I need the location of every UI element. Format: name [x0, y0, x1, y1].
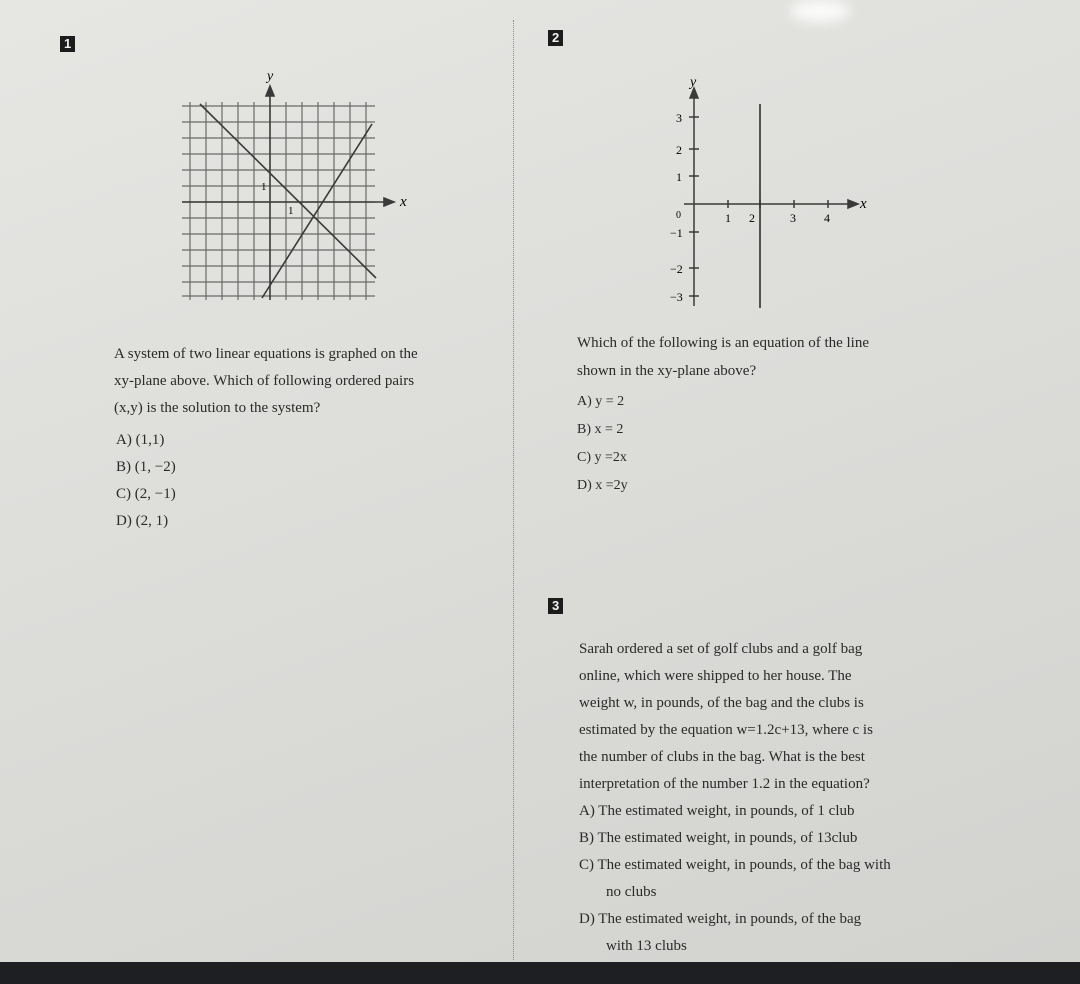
q3-choice-b[interactable]: B) The estimated weight, in pounds, of 13club: [579, 830, 858, 846]
q1-stem-line: xy-plane above. Which of following ordered pairs: [114, 373, 415, 389]
question-1-number: 1: [60, 36, 75, 52]
q2-x-axis-label: x: [860, 196, 867, 212]
screen-bottom-bezel: [0, 962, 1080, 984]
q3-choice-d-continued: with 13 clubs: [606, 938, 687, 954]
q2-choice-b[interactable]: B) x = 2: [577, 422, 624, 437]
q2-y-tick-label: 2: [676, 143, 682, 157]
q2-stem-line: Which of the following is an equation of the line: [577, 335, 870, 351]
q1-stem-line: (x,y) is the solution to the system?: [114, 400, 321, 416]
q2-y-tick-label: 1: [676, 170, 682, 184]
q2-y-tick-label: 3: [676, 111, 682, 125]
q2-y-tick-label: −3: [670, 290, 683, 304]
q3-stem-line: Sarah ordered a set of golf clubs and a golf bag: [579, 641, 863, 657]
question-3-choices: [579, 798, 891, 960]
q3-stem-line: the number of clubs in the bag. What is the best: [579, 749, 865, 765]
q1-y-tick: 1: [261, 181, 267, 193]
question-2-stem: [577, 329, 869, 385]
q2-choice-a[interactable]: A) y = 2: [577, 394, 625, 409]
question-1-graph: [170, 62, 420, 307]
question-2-number: 2: [548, 30, 563, 46]
q2-stem-line: shown in the xy-plane above?: [577, 363, 757, 379]
column-divider: [513, 20, 514, 960]
q3-stem-line: online, which were shipped to her house. The: [579, 668, 852, 684]
question-1-stem: [114, 341, 418, 422]
q3-stem-line: estimated by the equation w=1.2c+13, where c is: [579, 722, 873, 738]
q2-choice-d[interactable]: D) x =2y: [577, 478, 628, 493]
q1-choice-d[interactable]: D) (2, 1): [116, 513, 169, 529]
q2-x-tick-label: 1: [725, 211, 731, 225]
q1-choice-a[interactable]: A) (1,1): [116, 432, 165, 448]
q3-choice-d[interactable]: D) The estimated weight, in pounds, of the bag: [579, 911, 862, 927]
q1-x-axis-label: x: [400, 194, 407, 210]
screen-glare: [790, 0, 850, 22]
q2-y-tick-label: −2: [670, 262, 683, 276]
q3-choice-a[interactable]: A) The estimated weight, in pounds, of 1 club: [579, 803, 855, 819]
question-2-choices: [577, 388, 628, 500]
q1-choice-b[interactable]: B) (1, −2): [116, 459, 176, 475]
q2-choice-c[interactable]: C) y =2x: [577, 450, 627, 465]
q2-origin-label: 0: [676, 210, 681, 221]
q2-y-tick-label: −1: [670, 226, 683, 240]
q1-x-tick: 1: [288, 205, 294, 217]
q1-choice-c[interactable]: C) (2, −1): [116, 486, 176, 502]
question-3-stem: [579, 636, 873, 798]
question-3-number: 3: [548, 598, 563, 614]
q2-x-tick-label: 3: [790, 211, 796, 225]
q2-x-tick-label: 4: [824, 211, 830, 225]
q1-stem-line: A system of two linear equations is graphed on the: [114, 346, 418, 362]
question-2-graph: [660, 70, 880, 315]
q3-stem-line: interpretation of the number 1.2 in the equation?: [579, 776, 870, 792]
q2-y-axis-label: y: [690, 75, 697, 90]
q1-y-axis-label: y: [267, 69, 274, 84]
q3-choice-c-continued: no clubs: [606, 884, 657, 900]
q3-choice-c[interactable]: C) The estimated weight, in pounds, of the bag with: [579, 857, 891, 873]
q3-stem-line: weight w, in pounds, of the bag and the clubs is: [579, 695, 864, 711]
q2-x-tick-label: 2: [749, 211, 755, 225]
question-1-choices: [116, 427, 176, 535]
